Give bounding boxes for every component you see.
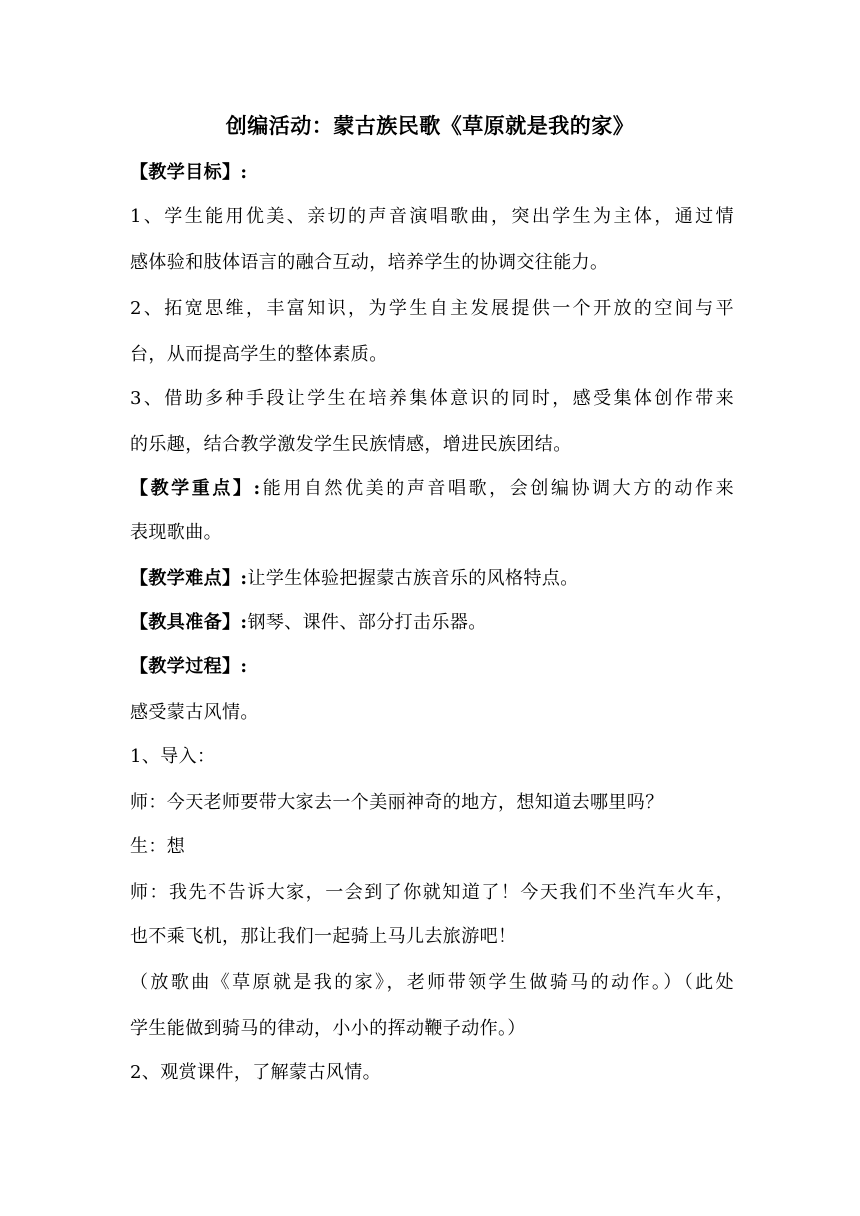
step-2-heading: 2、观赏课件，了解蒙古风情。 [130, 1062, 382, 1083]
goal-1-line-1: 1、学生能用优美、亲切的声音演唱歌曲，突出学生为主体，通过情 [130, 206, 734, 227]
materials-line [130, 608, 734, 638]
teacher-line-1: 师：今天老师要带大家去一个美丽神奇的地方，想知道去哪里吗？ [130, 792, 664, 813]
goal-1-line-2: 感体验和肢体语言的融合互动，培养学生的协调交往能力。 [130, 252, 609, 273]
goal-2-line-2: 台，从而提高学生的整体素质。 [130, 344, 388, 365]
key-point-line-2: 表现歌曲。 [130, 522, 222, 543]
step-1-heading: 1、导入： [130, 746, 216, 767]
teacher-line-2b: 也不乘飞机，那让我们一起骑上马儿去旅游吧！ [130, 926, 517, 947]
process-intro: 感受蒙古风情。 [130, 702, 259, 723]
student-line-1: 生：想 [130, 836, 186, 857]
teacher-line-2a: 师：我先不告诉大家，一会到了你就知道了！今天我们不坐汽车火车， [130, 882, 734, 903]
goal-3-line-2: 的乐趣，结合教学激发学生民族情感，增进民族团结。 [130, 434, 572, 455]
materials-label: 【教具准备】: [130, 612, 248, 633]
document-title: 创编活动：蒙古族民歌《草原就是我的家》 [225, 113, 635, 138]
note-line-2: 学生能做到骑马的律动，小小的挥动鞭子动作。） [130, 1018, 526, 1039]
goal-2-line-1: 2、拓宽思维，丰富知识，为学生自主发展提供一个开放的空间与平 [130, 298, 734, 319]
note-line-1: （放歌曲《草原就是我的家》，老师带领学生做骑马的动作。）（此处 [130, 972, 734, 993]
difficulty-line [130, 564, 734, 594]
teaching-goals-label: 【教学目标】: [130, 162, 248, 183]
key-point-line-1 [130, 474, 734, 504]
teaching-goals-heading [130, 158, 734, 188]
materials-text: 钢琴、课件、部分打击乐器。 [247, 612, 487, 633]
key-point-text: 能用自然优美的声音唱歌，会创编协调大方的动作来 [260, 478, 734, 499]
process-heading [130, 652, 734, 682]
difficulty-label: 【教学难点】: [130, 568, 248, 589]
process-label: 【教学过程】: [130, 656, 248, 677]
difficulty-text: 让学生体验把握蒙古族音乐的风格特点。 [247, 568, 579, 589]
goal-3-line-1: 3、借助多种手段让学生在培养集体意识的同时，感受集体创作带来 [130, 388, 734, 409]
key-point-label: 【教学重点】: [130, 478, 261, 499]
